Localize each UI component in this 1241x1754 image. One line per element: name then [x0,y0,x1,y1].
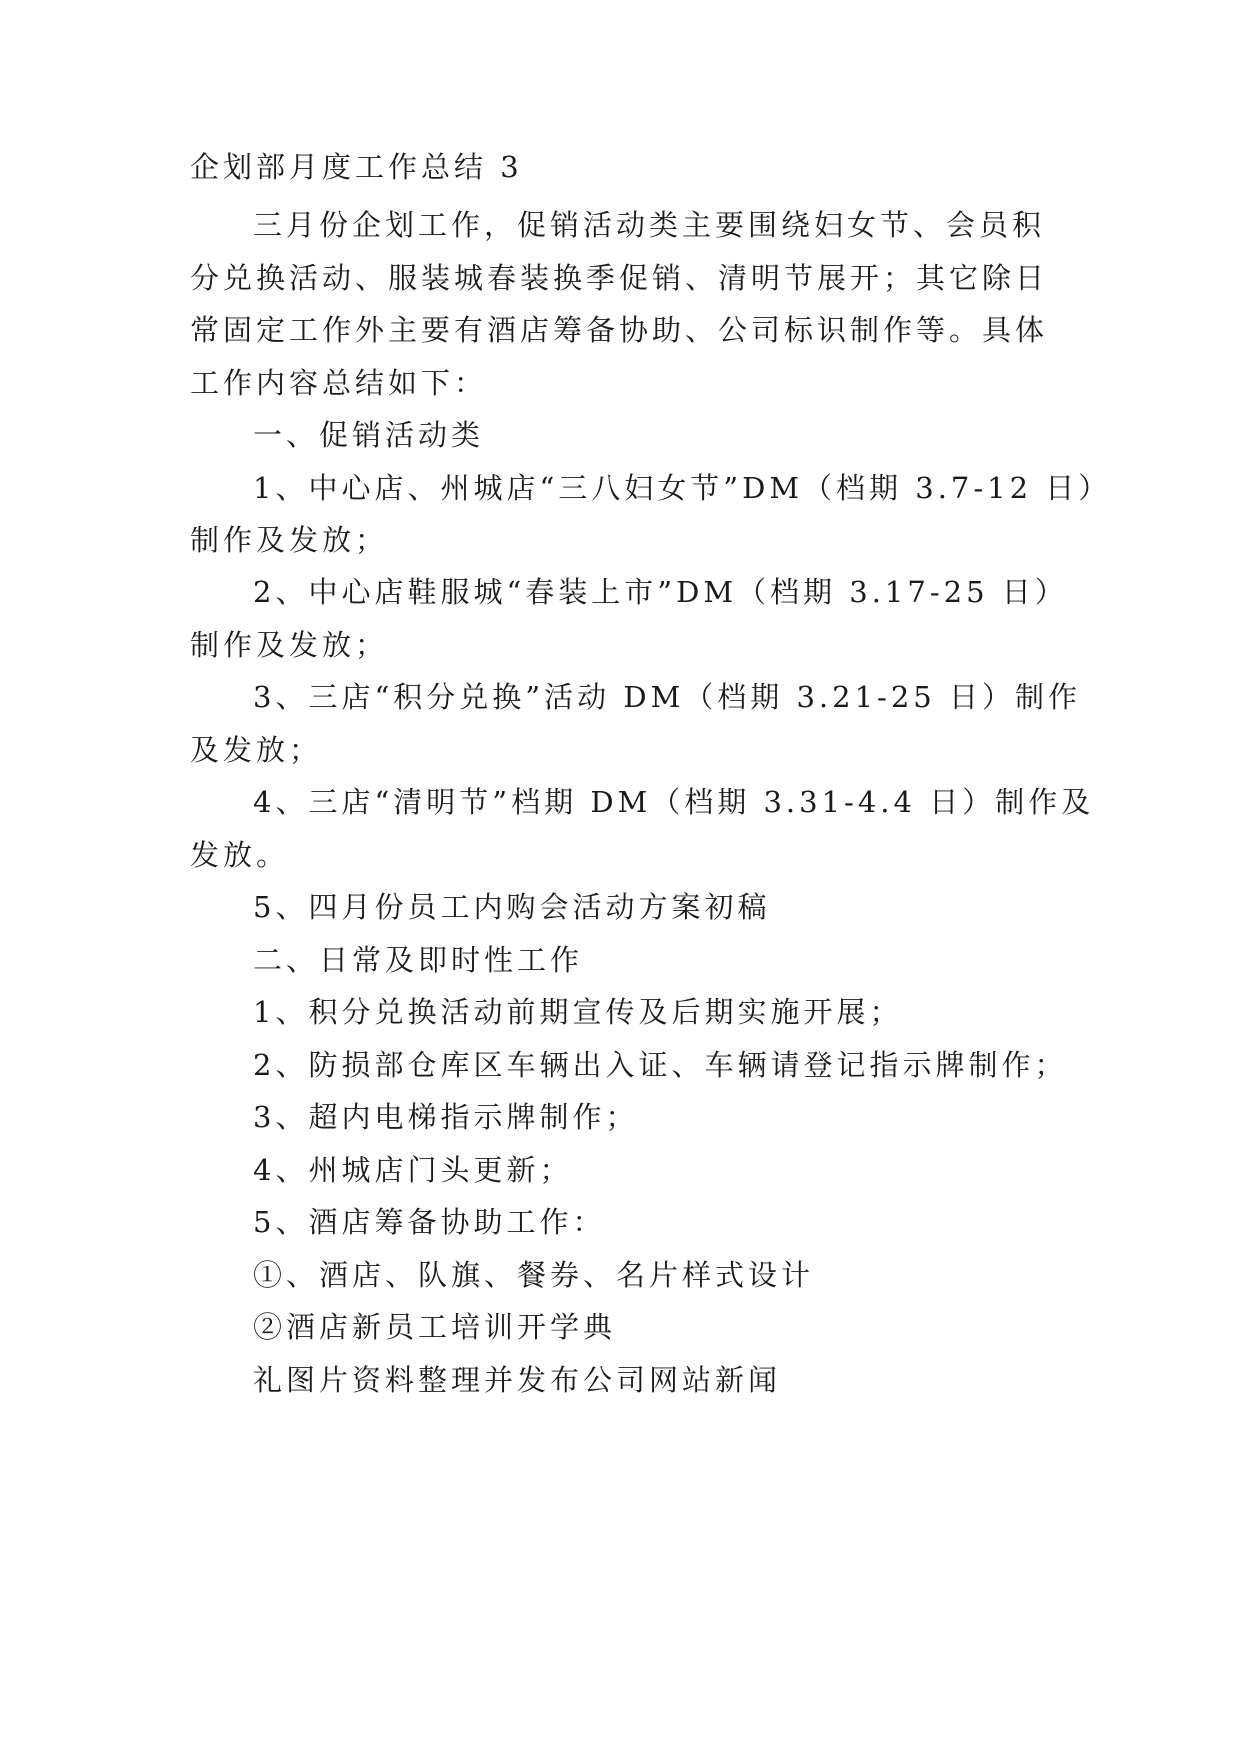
intro-line: 分兑换活动、服装城春装换季促销、清明节展开；其它除日 [190,261,1049,295]
list-subitem-continuation: 礼图片资料整理并发布公司网站新闻 [253,1363,782,1397]
list-item: 3、超内电梯指示牌制作； [253,1100,639,1134]
document-title: 企划部月度工作总结 3 [190,150,523,184]
list-item: 1、积分兑换活动前期宣传及后期实施开展； [253,995,903,1029]
list-item: 2、中心店鞋服城“春装上市”DM（档期 3.17-25 日） [253,575,1068,609]
intro-line: 常固定工作外主要有酒店筹备协助、公司标识制作等。具体 [190,313,1049,347]
list-item-continuation: 及发放； [190,733,323,767]
list-item: 5、四月份员工内购会活动方案初稿 [253,890,771,924]
list-item: 2、防损部仓库区车辆出入证、车辆请登记指示牌制作； [253,1048,1068,1082]
list-subitem: ①、酒店、队旗、餐券、名片样式设计 [253,1258,815,1292]
list-item-continuation: 发放。 [190,838,290,872]
section-heading: 一、促销活动类 [253,418,485,452]
intro-line: 三月份企划工作，促销活动类主要围绕妇女节、会员积 [253,208,1046,242]
list-item: 4、三店“清明节”档期 DM（档期 3.31-4.4 日）制作及 [253,785,1095,819]
list-item: 4、州城店门头更新； [253,1153,573,1187]
section-heading: 二、日常及即时性工作 [253,943,584,977]
list-item: 1、中心店、州城店“三八妇女节”DM（档期 3.7-12 日） [253,471,1112,505]
list-item: 3、三店“积分兑换”活动 DM（档期 3.21-25 日）制作 [253,680,1081,714]
list-item: 5、酒店筹备协助工作： [253,1205,606,1239]
list-item-continuation: 制作及发放； [190,523,389,557]
list-item-continuation: 制作及发放； [190,628,389,662]
intro-line: 工作内容总结如下： [190,366,488,400]
list-subitem: ②酒店新员工培训开学典 [253,1310,617,1344]
